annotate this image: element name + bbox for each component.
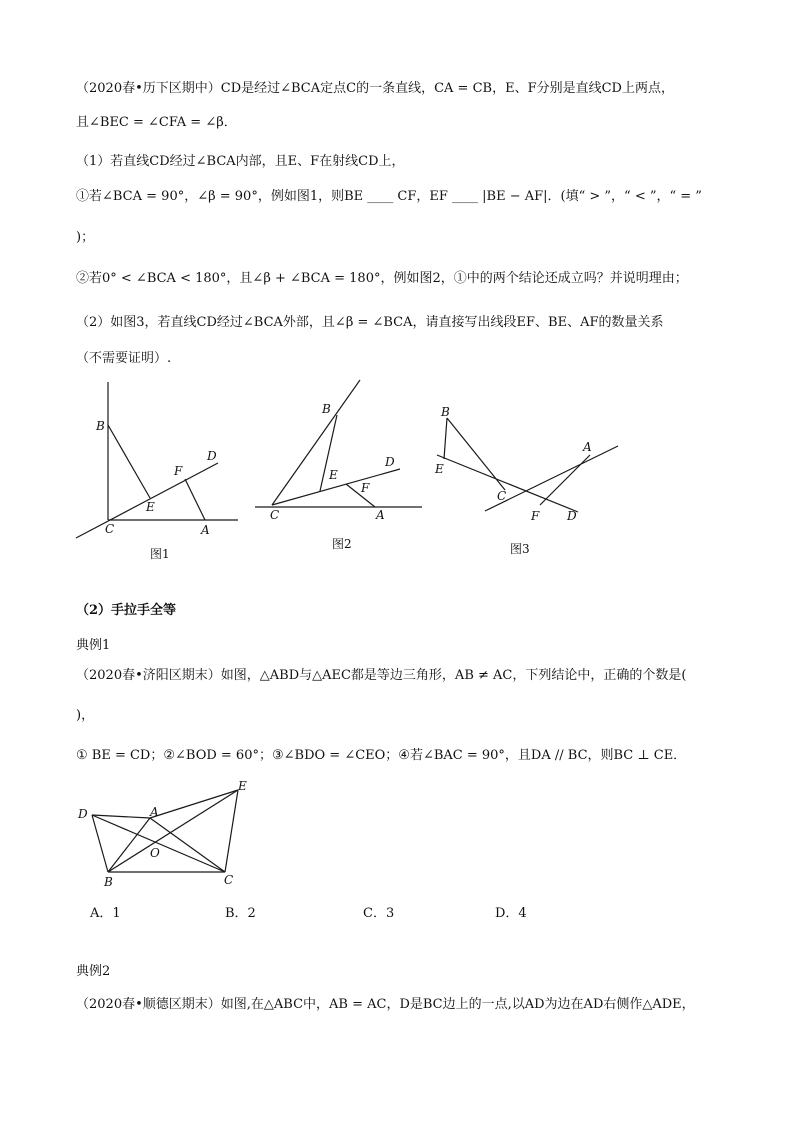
fig2-label-b: B bbox=[322, 402, 331, 416]
fig3-label-b: B bbox=[441, 405, 450, 419]
problem1-line-6: ②若0° < ∠BCA < 180°，且∠β + ∠BCA = 180°，例如图2，①中的两个结论还成立吗？并说明理由； bbox=[76, 271, 688, 286]
example1-line-3: ① BE = CD；②∠BOD = 60°；③∠BDO = ∠CEO；④若∠BAC = 90°，且DA // BC，则BC ⊥ CE． bbox=[76, 748, 687, 763]
option-b[interactable]: B．2 bbox=[225, 906, 256, 921]
fig2-label-e: E bbox=[329, 468, 338, 482]
fig2-caption: 图2 bbox=[332, 537, 352, 551]
option-a[interactable]: A．1 bbox=[90, 906, 121, 921]
fig3-caption: 图3 bbox=[510, 542, 530, 556]
fig3-label-c: C bbox=[497, 489, 507, 503]
fig1-label-e: E bbox=[146, 500, 155, 514]
ex1-label-o: O bbox=[150, 846, 160, 860]
fig2-label-f: F bbox=[361, 481, 370, 495]
section-heading: （2）手拉手全等 bbox=[76, 603, 177, 618]
option-c[interactable]: C．3 bbox=[363, 906, 395, 921]
ex1-label-e: E bbox=[238, 779, 247, 793]
fig1-label-f: F bbox=[174, 464, 183, 478]
example1-title: 典例1 bbox=[76, 638, 111, 653]
example2-title: 典例2 bbox=[76, 964, 111, 979]
fig3-label-f: F bbox=[531, 509, 540, 523]
example1-line-1: （2020春•济阳区期末）如图，△ABD与△AEC都是等边三角形，AB ≠ AC，下列结论中，正确的个数是( bbox=[76, 668, 687, 683]
fig1-label-b: B bbox=[96, 419, 105, 433]
fig2-label-c: C bbox=[270, 508, 280, 522]
example2-line-1: （2020春•顺德区期末）如图,在△ABC中，AB = AC，D是BC边上的一点,以AD为边在AD右侧作△ADE， bbox=[76, 997, 695, 1012]
example1-line-2: )， bbox=[76, 708, 95, 723]
problem1-line-4: ①若∠BCA = 90°，∠β = 90°，例如图1，则BE ____ CF，EF ____ |BE − AF|．(填“ > ”，“ < ”，“ = ” bbox=[76, 189, 702, 204]
problem1-line-3: （1）若直线CD经过∠BCA内部，且E、F在射线CD上， bbox=[76, 154, 405, 169]
fig1-label-c: C bbox=[105, 522, 115, 536]
fig1-caption: 图1 bbox=[150, 547, 170, 561]
fig3-label-d: D bbox=[567, 509, 577, 523]
problem1-line-5: )； bbox=[76, 230, 95, 245]
option-d[interactable]: D．4 bbox=[495, 906, 527, 921]
fig2-label-a: A bbox=[376, 508, 385, 522]
problem1-line-7: （2）如图3，若直线CD经过∠BCA外部，且∠β = ∠BCA，请直接写出线段EF、BE、AF的数量关系 bbox=[76, 315, 664, 330]
fig1-label-a: A bbox=[201, 523, 210, 537]
fig3-label-e: E bbox=[435, 462, 444, 476]
fig2-label-d: D bbox=[385, 455, 395, 469]
ex1-label-d: D bbox=[78, 807, 88, 821]
ex1-label-c: C bbox=[224, 873, 234, 887]
fig3-label-a: A bbox=[583, 440, 592, 454]
ex1-label-a: A bbox=[150, 805, 159, 819]
problem1-line-1: （2020春•历下区期中）CD是经过∠BCA定点C的一条直线，CA = CB，E、F分别是直线CD上两点， bbox=[76, 81, 674, 96]
fig1-label-d: D bbox=[207, 449, 217, 463]
ex1-label-b: B bbox=[104, 875, 113, 889]
problem1-line-8: （不需要证明）. bbox=[76, 351, 172, 366]
problem1-line-2: 且∠BEC = ∠CFA = ∠β． bbox=[76, 115, 237, 130]
